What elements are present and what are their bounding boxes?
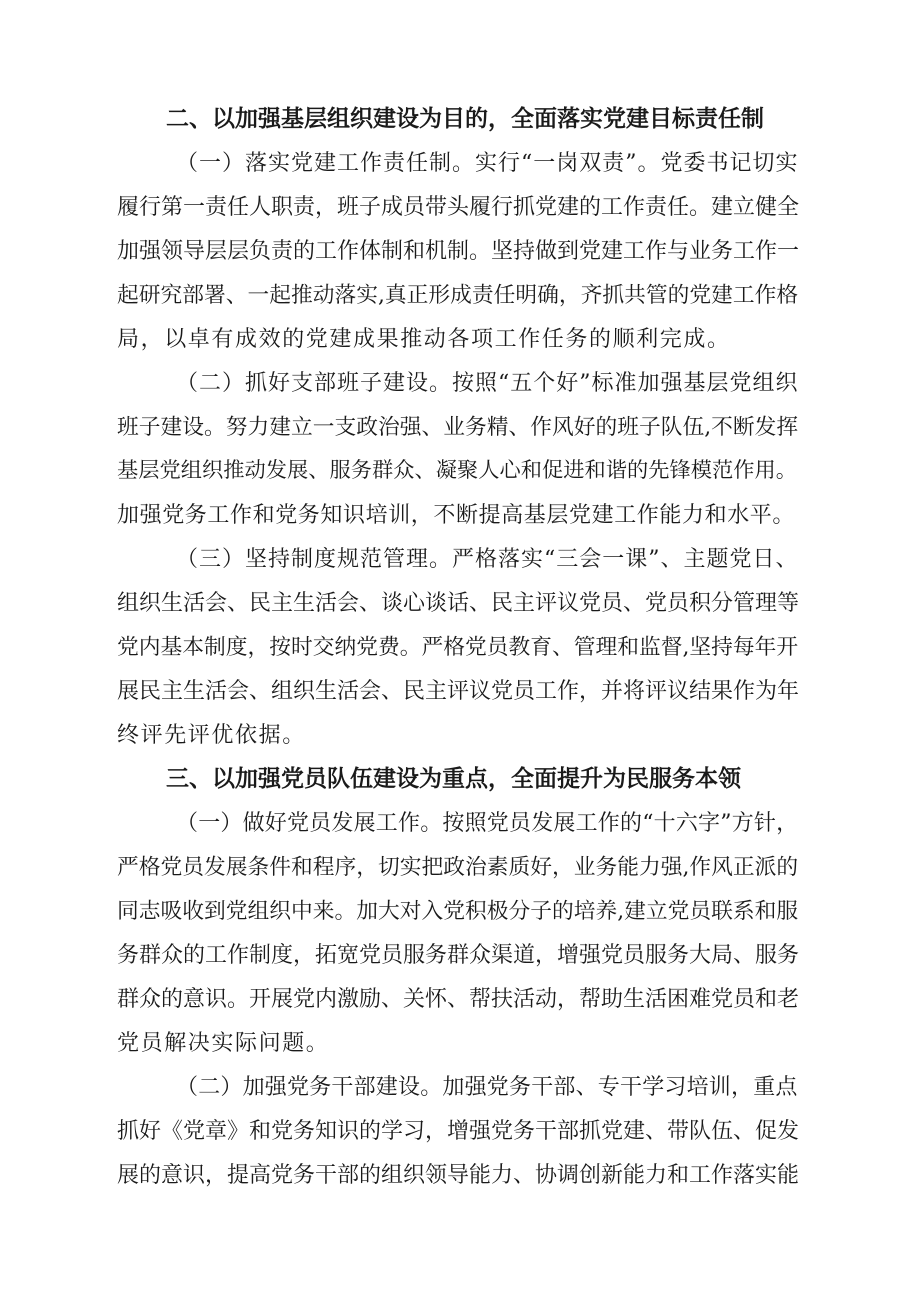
paragraph-line: 组织生活会、民主生活会、谈心谈话、民主评议党员、党员积分管理等 [117,591,800,616]
paragraph-line: 群众的意识。开展党内激励、关怀、帮扶活动，帮助生活困难党员和老 [117,987,800,1012]
paragraph-line: （二）加强党务干部建设。加强党务干部、专干学习培训，重点 [176,1075,798,1100]
paragraph-line: 同志吸收到党组织中来。加大对入党积极分子的培养,建立党员联系和服 [117,899,799,924]
paragraph-line: （二）抓好支部班子建设。按照“五个好”标准加强基层党组织 [176,371,799,396]
paragraph-line: （一）落实党建工作责任制。实行“一岗双责”。党委书记切实 [176,151,799,176]
paragraph-line: 加强领导层层负责的工作体制和机制。坚持做到党建工作与业务工作一 [117,239,800,264]
paragraph-line: 务群众的工作制度，拓宽党员服务群众渠道，增强党员服务大局、服务 [117,943,800,968]
paragraph-line: 履行第一责任人职责，班子成员带头履行抓党建的工作责任。建立健全 [117,195,800,220]
paragraph-line: 终评先评优依据。 [117,723,306,748]
paragraph-line: 起研究部署、一起推动落实,真正形成责任明确，齐抓共管的党建工作格 [117,283,799,308]
paragraph-line: （三）坚持制度规范管理。严格落实“三会一课”、主题党日、 [176,547,799,572]
paragraph-line: 加强党务工作和党务知识培训，不断提高基层党建工作能力和水平。 [117,503,796,528]
paragraph-line: 局，以卓有成效的党建成果推动各项工作任务的顺利完成。 [117,327,731,352]
paragraph-line: 班子建设。努力建立一支政治强、业务精、作风好的班子队伍,不断发挥 [117,415,799,440]
paragraph-line: （一）做好党员发展工作。按照党员发展工作的“十六字”方针， [176,811,799,836]
paragraph-line: 展民主生活会、组织生活会、民主评议党员工作，并将评议结果作为年 [117,679,800,704]
paragraph-line: 严格党员发展条件和程序，切实把政治素质好，业务能力强,作风正派的 [117,855,799,880]
paragraph-line: 党内基本制度，按时交纳党费。严格党员教育、管理和监督,坚持每年开 [117,635,799,660]
paragraph-line: 基层党组织推动发展、服务群众、凝聚人心和促进和谐的先锋模范作用。 [117,458,798,483]
section-heading: 二、以加强基层组织建设为目的，全面落实党建目标责任制 [166,106,764,132]
paragraph-line: 党员解决实际问题。 [117,1031,330,1056]
paragraph-line: 抓好《党章》和党务知识的学习，增强党务干部抓党建、带队伍、促发 [117,1119,800,1144]
section-heading: 三、以加强党员队伍建设为重点，全面提升为民服务本领 [166,766,741,792]
paragraph-line: 展的意识，提高党务干部的组织领导能力、协调创新能力和工作落实能 [117,1163,800,1188]
